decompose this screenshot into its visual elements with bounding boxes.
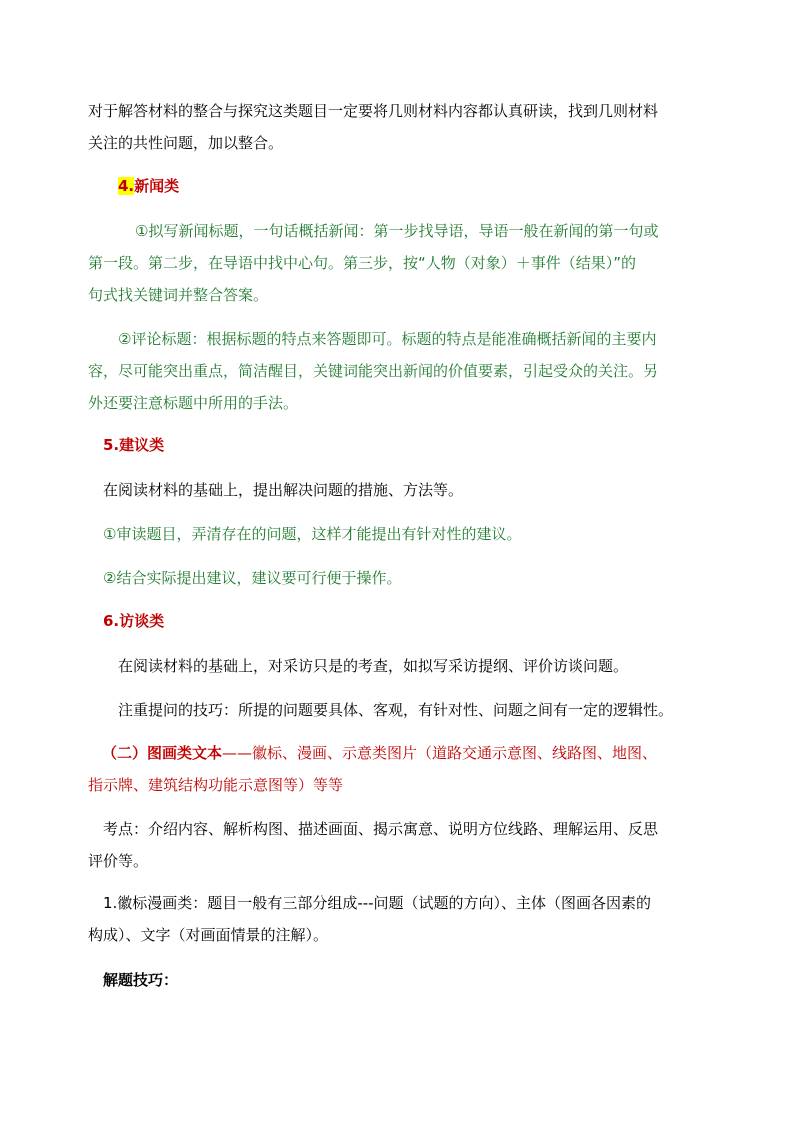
tips-heading: 解题技巧： xyxy=(103,971,179,989)
intro-line-2: 关注的共性问题，加以整合。 xyxy=(88,134,284,152)
graphic-heading-rest: ——徽标、漫画、示意类图片（道路交通示意图、线路图、地图、 xyxy=(222,744,658,762)
section-heading-suggest: 5.建议类 xyxy=(103,436,165,454)
kaodian-line-2: 评价等。 xyxy=(88,852,149,870)
graphic-heading-bold: （二）图画类文本 xyxy=(102,744,223,762)
intro-line-1: 对于解答材料的整合与探究这类题目一定要将几则材料内容都认真研读，找到几则材料 xyxy=(88,102,659,120)
graphic-item1-line-1: 1.徽标漫画类：题目一般有三部分组成---问题（试题的方向）、主体（图画各因素的 xyxy=(103,894,652,912)
interview-body-1: 在阅读材料的基础上，对采访只是的考查，如拟写采访提纲、评价访谈问题。 xyxy=(118,657,629,675)
section-heading-graphic xyxy=(102,737,657,769)
suggest-item-2: ②结合实际提出建议，建议要可行便于操作。 xyxy=(103,569,402,587)
news-p1-line-2: 第一段。第二步，在导语中找中心句。第三步，按“人物（对象）＋事件（结果）”的 xyxy=(88,254,637,272)
news-p1-line-1: ①拟写新闻标题，一句话概括新闻：第一步找导语，导语一般在新闻的第一句或 xyxy=(135,222,659,240)
suggest-item-1: ①审读题目，弄清存在的问题，这样才能提出有针对性的建议。 xyxy=(103,525,522,543)
news-p2-line-3: 外还要注意标题中所用的手法。 xyxy=(88,394,299,412)
heading-text: 新闻类 xyxy=(134,177,180,195)
section-heading-news xyxy=(118,170,179,202)
graphic-item1-line-2: 构成）、文字（对画面情景的注解）。 xyxy=(88,926,329,944)
news-p2-line-2: 容，尽可能突出重点，简洁醒目，关键词能突出新闻的价值要素，引起受众的关注。另 xyxy=(88,362,659,380)
graphic-heading-line-2: 指示牌、建筑结构功能示意图等）等等 xyxy=(88,776,344,794)
heading-number-highlight: 4. xyxy=(118,177,135,195)
news-p1-line-3: 句式找关键词并整合答案。 xyxy=(88,286,269,304)
interview-body-2: 注重提问的技巧：所提的问题要具体、客观，有针对性、问题之间有一定的逻辑性。 xyxy=(118,701,674,719)
kaodian-line-1: 考点：介绍内容、解析构图、描述画面、揭示寓意、说明方位线路、理解运用、反思 xyxy=(103,820,659,838)
suggest-body: 在阅读材料的基础上，提出解决问题的措施、方法等。 xyxy=(103,481,464,499)
section-heading-interview: 6.访谈类 xyxy=(103,612,165,630)
news-p2-line-1: ②评论标题：根据标题的特点来答题即可。标题的特点是能准确概括新闻的主要内 xyxy=(118,330,657,348)
